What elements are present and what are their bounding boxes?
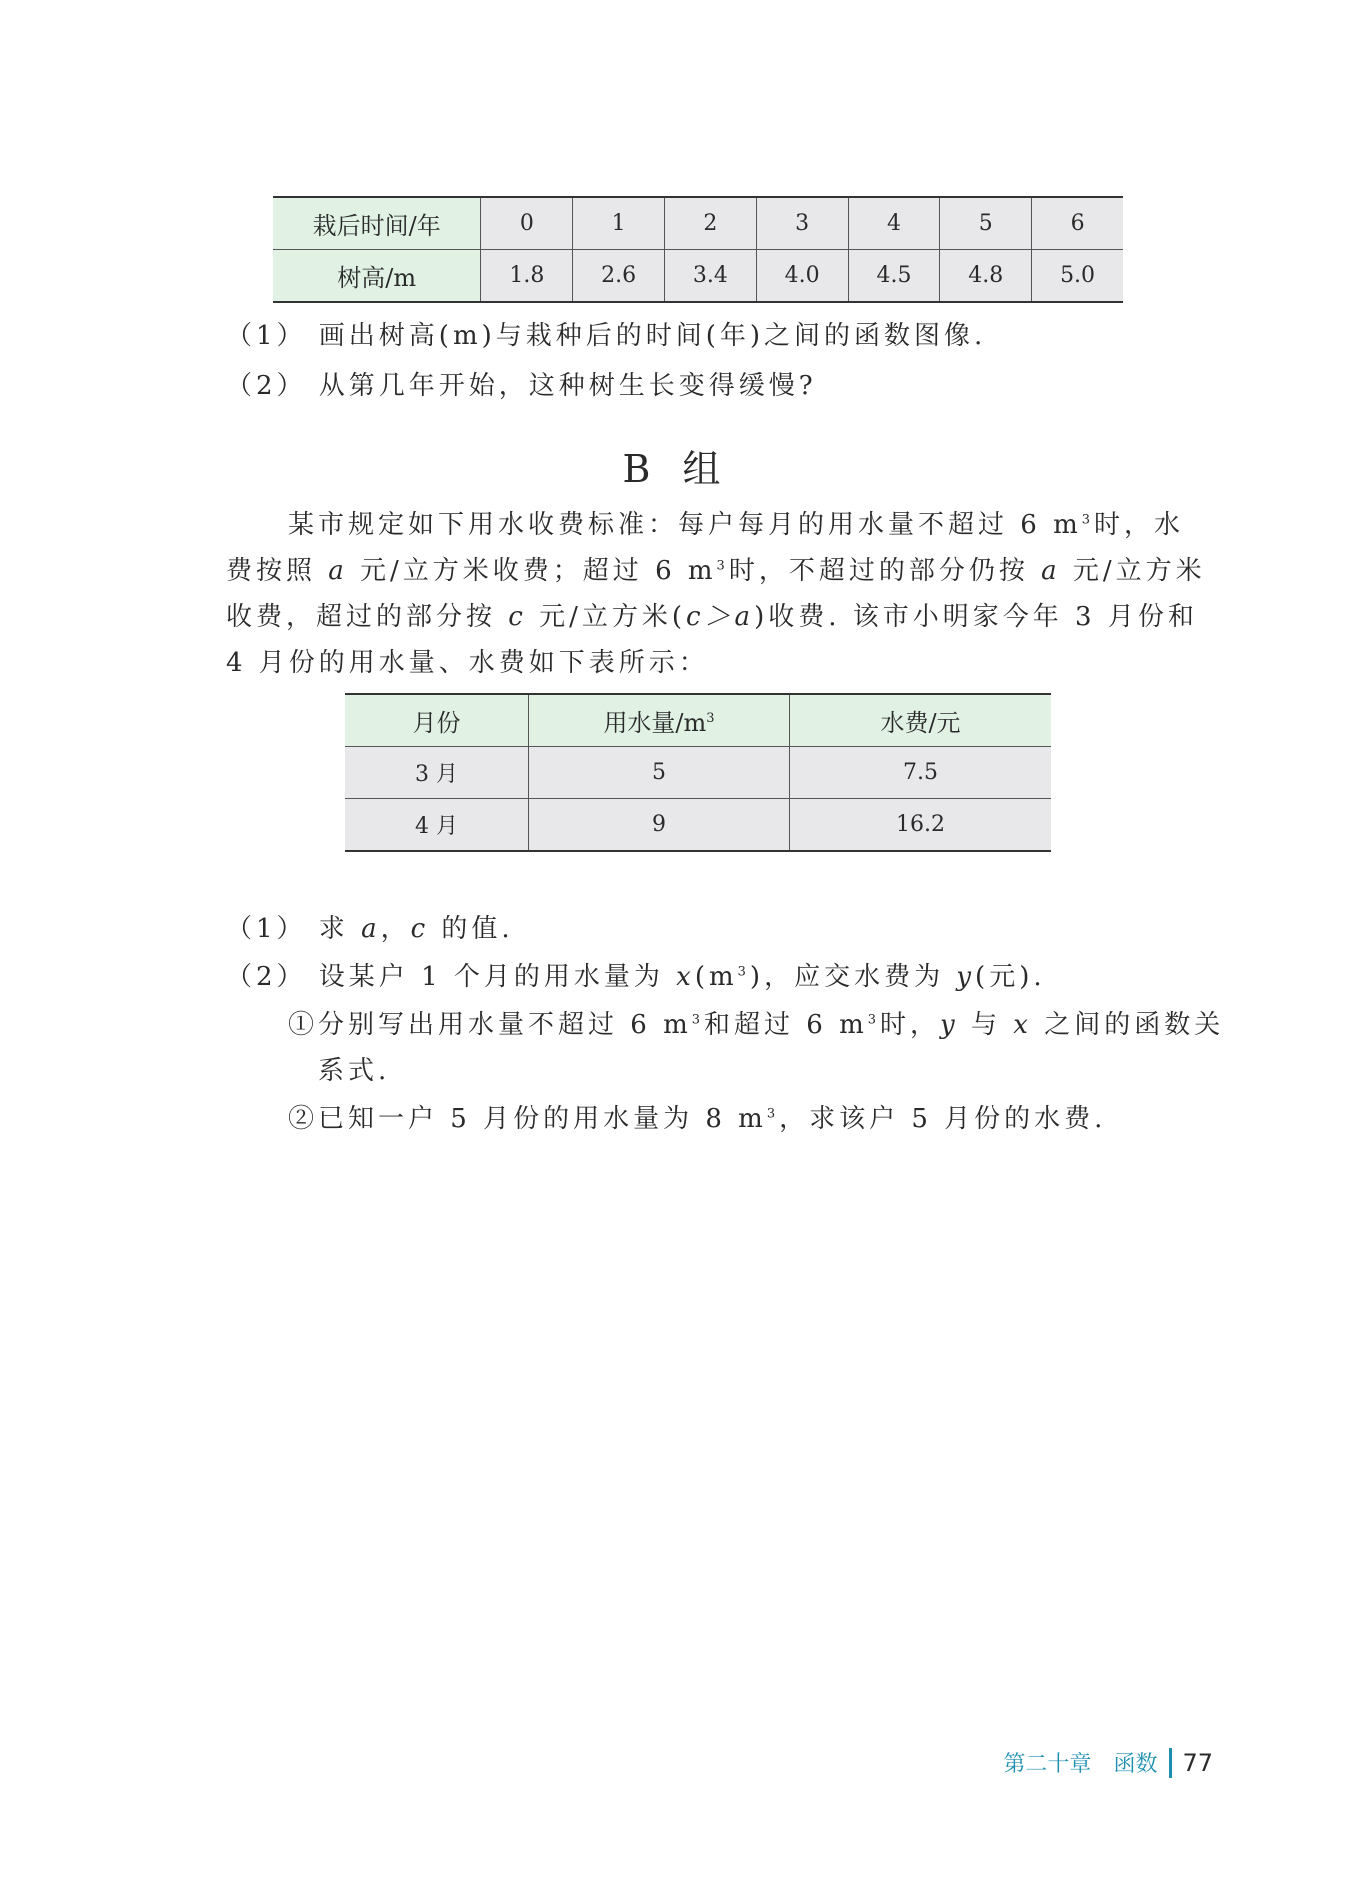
paragraph-line-4: 4 月份的用水量、水费如下表所示： <box>226 648 709 678</box>
column-header: 月份 <box>345 694 529 747</box>
text: 收费，超过的部分按 <box>226 602 509 632</box>
text: 元/立方米 <box>1060 556 1206 586</box>
variable: y <box>940 1010 959 1040</box>
paragraph-line-1 <box>288 512 1184 538</box>
text: 的值. <box>429 914 514 944</box>
table-row <box>273 250 1123 303</box>
text: 时，水 <box>1094 510 1185 540</box>
b-subquestion-1-cont: 系式. <box>318 1056 391 1086</box>
column-header <box>529 694 790 747</box>
water-fee-table <box>345 693 1051 852</box>
table-cell: 4.0 <box>756 250 848 303</box>
table-cell: 1 <box>573 197 665 250</box>
text: ①分别写出用水量不超过 6 m <box>288 1010 692 1040</box>
inequality: c＞a <box>686 602 755 632</box>
table-cell: 6 <box>1032 197 1123 250</box>
paragraph-line-2 <box>226 558 1206 584</box>
variable: c <box>508 602 527 632</box>
text: 用水量/m <box>603 709 707 737</box>
text: 与 <box>958 1010 1014 1040</box>
column-header: 水费/元 <box>790 694 1052 747</box>
superscript: 3 <box>766 1106 780 1122</box>
table-row <box>345 799 1051 852</box>
table-cell: 4.5 <box>848 250 940 303</box>
text: 之间的函数关 <box>1031 1010 1225 1040</box>
section-title: B 组 <box>622 447 731 491</box>
text: （2） 设某户 1 个月的用水量为 <box>226 962 677 992</box>
table-cell: 5 <box>940 197 1032 250</box>
row-header: 树高/m <box>273 250 481 303</box>
table-cell: 3.4 <box>665 250 757 303</box>
table-cell: 0 <box>481 197 573 250</box>
variable: a <box>1041 556 1061 586</box>
a-question-1: （1） 画出树高(m)与栽种后的时间(年)之间的函数图像. <box>226 321 987 351</box>
table-cell: 7.5 <box>790 747 1052 799</box>
table-cell: 5.0 <box>1032 250 1123 303</box>
chapter-label: 第二十章 <box>1003 1752 1092 1777</box>
superscript: 3 <box>716 558 729 574</box>
variable: c <box>410 914 430 944</box>
paragraph-line-3 <box>226 604 1198 630</box>
table-cell: 9 <box>529 799 790 852</box>
text: 费按照 <box>226 556 329 586</box>
b-question-2 <box>226 964 1046 990</box>
text: 某市规定如下用水收费标准：每户每月的用水量不超过 6 m <box>288 510 1082 540</box>
table-cell: 1.8 <box>481 250 573 303</box>
footer-divider <box>1169 1748 1172 1778</box>
text: 元/立方米收费；超过 6 m <box>347 556 717 586</box>
variable: x <box>1013 1010 1032 1040</box>
text: ， <box>380 914 411 944</box>
b-subquestion-2 <box>288 1106 1106 1132</box>
table-cell: 3 <box>756 197 848 250</box>
text: （1） 求 <box>226 914 362 944</box>
text: )收费. 该市小明家今年 3 月份和 <box>754 602 1198 632</box>
b-subquestion-1 <box>288 1012 1224 1038</box>
variable: a <box>328 556 348 586</box>
tree-height-table <box>273 196 1123 303</box>
superscript: 3 <box>737 964 750 980</box>
text: 元/立方米( <box>526 602 686 632</box>
b-question-1 <box>226 916 514 942</box>
table-cell: 4 月 <box>345 799 529 852</box>
superscript: 3 <box>706 711 715 726</box>
table-cell: 5 <box>529 747 790 799</box>
variable: a <box>361 914 381 944</box>
superscript: 3 <box>867 1012 881 1028</box>
page-number: 77 <box>1182 1748 1213 1777</box>
table-cell: 3 月 <box>345 747 529 799</box>
table-row <box>345 747 1051 799</box>
topic-label: 函数 <box>1113 1752 1158 1777</box>
table-cell: 16.2 <box>790 799 1052 852</box>
variable: y <box>956 962 976 992</box>
table-header-row <box>345 694 1051 747</box>
table-cell: 4 <box>848 197 940 250</box>
text: 时， <box>880 1010 941 1040</box>
table-cell: 2 <box>665 197 757 250</box>
text: ②已知一户 5 月份的用水量为 8 m <box>288 1104 767 1134</box>
text: (m <box>694 962 738 992</box>
table-cell: 2.6 <box>573 250 665 303</box>
variable: x <box>676 962 695 992</box>
table-row <box>273 197 1123 250</box>
row-header: 栽后时间/年 <box>273 197 481 250</box>
a-question-2: （2） 从第几年开始，这种树生长变得缓慢? <box>226 371 817 401</box>
superscript: 3 <box>1081 512 1095 528</box>
text: 时，不超过的部分仍按 <box>728 556 1042 586</box>
text: ，求该户 5 月份的水费. <box>779 1104 1107 1134</box>
text: (元). <box>975 962 1046 992</box>
table-cell: 4.8 <box>940 250 1032 303</box>
page-footer <box>1003 1747 1213 1778</box>
text: )，应交水费为 <box>749 962 957 992</box>
text: 和超过 6 m <box>704 1010 868 1040</box>
superscript: 3 <box>691 1012 705 1028</box>
